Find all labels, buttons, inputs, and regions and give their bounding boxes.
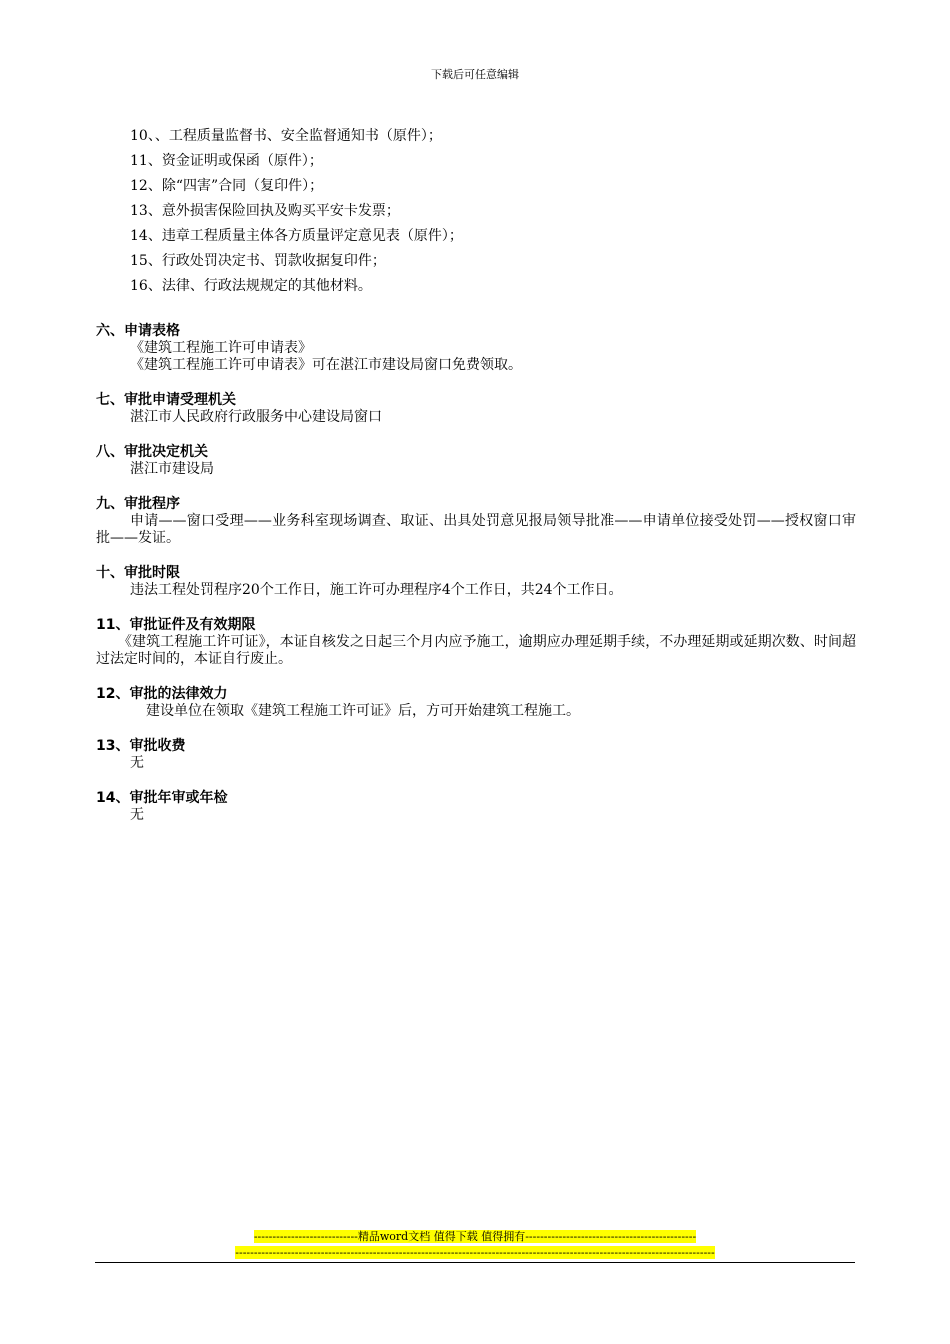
- section-text: 违法工程处罚程序20个工作日，施工许可办理程序4个工作日，共24个工作日。: [130, 582, 623, 598]
- section-text: 湛江市建设局: [130, 461, 214, 477]
- section-heading: 九、审批程序: [96, 496, 180, 512]
- section-text: 湛江市人民政府行政服务中心建设局窗口: [130, 409, 382, 425]
- page-header-note: 下载后可任意编辑: [431, 68, 519, 81]
- section-text: 《建筑工程施工许可申请表》可在湛江市建设局窗口免费领取。: [130, 357, 522, 373]
- footer-dash-line: [0, 1246, 950, 1260]
- materials-list: [96, 124, 856, 299]
- list-item: 10、、工程质量监督书、安全监督通知书（原件）；: [130, 128, 442, 144]
- section-heading: 八、审批决定机关: [96, 444, 208, 460]
- footer-divider: [95, 1262, 855, 1263]
- section-accepting-authority: [96, 392, 856, 426]
- list-item: 14、违章工程质量主体各方质量评定意见表（原件）；: [130, 228, 463, 244]
- section-procedure: [96, 496, 856, 547]
- list-item: 11、资金证明或保函（原件）；: [130, 153, 323, 169]
- list-item: 12、除“四害”合同（复印件）；: [130, 178, 324, 194]
- section-decision-authority: [96, 444, 856, 478]
- section-heading: 12、审批的法律效力: [96, 686, 228, 702]
- section-heading: 十、审批时限: [96, 565, 180, 581]
- section-time-limit: [96, 565, 856, 599]
- section-paragraph: 建设单位在领取《建筑工程施工许可证》后，方可开始建筑工程施工。: [146, 703, 580, 719]
- section-heading: 六、申请表格: [96, 323, 180, 339]
- section-text: 无: [130, 807, 144, 823]
- section-application-form: [96, 323, 856, 374]
- section-legal-effect: [96, 686, 856, 720]
- section-heading: 11、审批证件及有效期限: [96, 617, 256, 633]
- list-item: 13、意外损害保险回执及购买平安卡发票；: [130, 203, 400, 219]
- section-heading: 14、审批年审或年检: [96, 790, 228, 806]
- section-annual-review: [96, 790, 856, 824]
- section-paragraph: 《建筑工程施工许可证》，本证自核发之日起三个月内应予施工，逾期应办理延期手续，不办理延期或延期次数、时间超过法定时间的，本证自行废止。: [96, 634, 856, 667]
- footer-banner-text: ----------------------------精品word文档 值得下载 值得拥有----------------------------------------------: [253, 1230, 697, 1243]
- section-certificate-validity: [96, 617, 856, 668]
- section-fees: [96, 738, 856, 772]
- list-item: 16、法律、行政法规规定的其他材料。: [130, 278, 372, 294]
- section-text: 无: [130, 755, 144, 771]
- document-body: [96, 124, 856, 824]
- section-paragraph: 申请——窗口受理——业务科室现场调查、取证、出具处罚意见报局领导批准——申请单位接受处罚——授权窗口审批——发证。: [96, 513, 856, 546]
- section-heading: 七、审批申请受理机关: [96, 392, 236, 408]
- footer-dash-text: ---------------------------------------------------------------------------------------------------------------------------------: [235, 1246, 715, 1259]
- list-item: 15、行政处罚决定书、罚款收据复印件；: [130, 253, 386, 269]
- section-heading: 13、审批收费: [96, 738, 186, 754]
- section-text: 《建筑工程施工许可申请表》: [130, 340, 312, 356]
- footer-banner: [0, 1230, 950, 1244]
